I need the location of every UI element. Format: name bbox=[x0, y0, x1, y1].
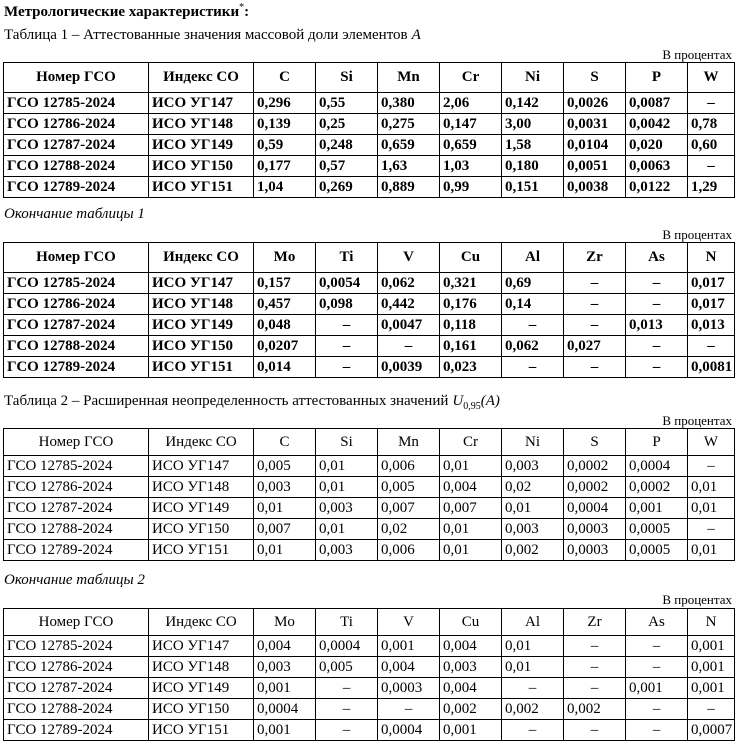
value-cell: – bbox=[316, 336, 378, 357]
value-cell: 0,60 bbox=[688, 135, 735, 156]
value-cell: – bbox=[626, 294, 688, 315]
so-index-cell: ИСО УГ148 bbox=[149, 114, 254, 135]
value-cell: 0,002 bbox=[502, 540, 564, 561]
value-cell: 0,0026 bbox=[564, 93, 626, 114]
column-header: Номер ГСО bbox=[4, 63, 149, 93]
gso-number-cell: ГСО 12788-2024 bbox=[4, 519, 149, 540]
value-cell: 0,0081 bbox=[688, 357, 735, 378]
gso-number-cell: ГСО 12787-2024 bbox=[4, 135, 149, 156]
value-cell: 0,180 bbox=[502, 156, 564, 177]
so-index-cell: ИСО УГ149 bbox=[149, 315, 254, 336]
heading-text: Метрологические характеристики bbox=[4, 4, 240, 20]
value-cell: 0,007 bbox=[254, 519, 316, 540]
value-cell: 0,177 bbox=[254, 156, 316, 177]
footnote-mark: * bbox=[239, 2, 245, 13]
so-index-cell: ИСО УГ151 bbox=[149, 357, 254, 378]
table-row bbox=[4, 519, 735, 540]
value-cell: 0,269 bbox=[316, 177, 378, 198]
table2-unit: В процентах bbox=[662, 413, 732, 428]
column-header: Cr bbox=[440, 63, 502, 93]
value-cell: – bbox=[502, 315, 564, 336]
column-header: C bbox=[254, 63, 316, 93]
value-cell: – bbox=[564, 720, 626, 741]
table2-caption bbox=[4, 393, 500, 412]
column-header: Номер ГСО bbox=[4, 429, 149, 456]
table1-symbol: A bbox=[411, 27, 421, 43]
value-cell: 0,0038 bbox=[564, 177, 626, 198]
value-cell: – bbox=[316, 357, 378, 378]
table-header-row bbox=[4, 609, 735, 636]
column-header: V bbox=[378, 609, 440, 636]
value-cell: 0,001 bbox=[440, 720, 502, 741]
gso-number-cell: ГСО 12785-2024 bbox=[4, 93, 149, 114]
value-cell: 0,0122 bbox=[626, 177, 688, 198]
value-cell: 0,275 bbox=[378, 114, 440, 135]
value-cell: – bbox=[688, 519, 735, 540]
value-cell: 0,0002 bbox=[564, 477, 626, 498]
column-header: V bbox=[378, 243, 440, 273]
column-header: Cr bbox=[440, 429, 502, 456]
heading-colon: : bbox=[244, 4, 250, 20]
value-cell: – bbox=[688, 456, 735, 477]
value-cell: 0,013 bbox=[626, 315, 688, 336]
column-header: W bbox=[688, 429, 735, 456]
value-cell: 0,0003 bbox=[378, 678, 440, 699]
value-cell: 0,003 bbox=[254, 657, 316, 678]
value-cell: – bbox=[626, 699, 688, 720]
table-row bbox=[4, 540, 735, 561]
gso-number-cell: ГСО 12789-2024 bbox=[4, 357, 149, 378]
value-cell: 0,0054 bbox=[316, 273, 378, 294]
value-cell: – bbox=[564, 273, 626, 294]
gso-number-cell: ГСО 12789-2024 bbox=[4, 720, 149, 741]
so-index-cell: ИСО УГ151 bbox=[149, 177, 254, 198]
table2-symbol-letter: U bbox=[452, 393, 464, 409]
column-header: Si bbox=[316, 429, 378, 456]
gso-number-cell: ГСО 12786-2024 bbox=[4, 477, 149, 498]
table-row bbox=[4, 636, 735, 657]
gso-number-cell: ГСО 12786-2024 bbox=[4, 294, 149, 315]
value-cell: 3,00 bbox=[502, 114, 564, 135]
value-cell: – bbox=[564, 357, 626, 378]
value-cell: 0,017 bbox=[688, 294, 735, 315]
table-header-row bbox=[4, 63, 735, 93]
value-cell: – bbox=[626, 336, 688, 357]
value-cell: 2,06 bbox=[440, 93, 502, 114]
value-cell: 0,0207 bbox=[254, 336, 316, 357]
value-cell: 0,55 bbox=[316, 93, 378, 114]
value-cell: 0,001 bbox=[254, 720, 316, 741]
so-index-cell: ИСО УГ150 bbox=[149, 336, 254, 357]
value-cell: 0,014 bbox=[254, 357, 316, 378]
table-row bbox=[4, 657, 735, 678]
column-header: Zr bbox=[564, 243, 626, 273]
value-cell: 0,002 bbox=[564, 699, 626, 720]
gso-number-cell: ГСО 12787-2024 bbox=[4, 315, 149, 336]
value-cell: 0,01 bbox=[502, 498, 564, 519]
table-row bbox=[4, 315, 735, 336]
value-cell: 0,01 bbox=[688, 477, 735, 498]
gso-number-cell: ГСО 12785-2024 bbox=[4, 636, 149, 657]
column-header: P bbox=[626, 429, 688, 456]
value-cell: – bbox=[378, 336, 440, 357]
value-cell: 0,005 bbox=[378, 477, 440, 498]
table2-symbol bbox=[452, 393, 500, 412]
table-row bbox=[4, 357, 735, 378]
value-cell: 0,176 bbox=[440, 294, 502, 315]
value-cell: 0,01 bbox=[254, 540, 316, 561]
table-row bbox=[4, 156, 735, 177]
column-header: Индекс СО bbox=[149, 243, 254, 273]
value-cell: 0,003 bbox=[502, 519, 564, 540]
value-cell: 0,248 bbox=[316, 135, 378, 156]
value-cell: 0,027 bbox=[564, 336, 626, 357]
value-cell: – bbox=[626, 636, 688, 657]
table-header-row bbox=[4, 429, 735, 456]
value-cell: 0,0004 bbox=[378, 720, 440, 741]
value-cell: 0,005 bbox=[254, 456, 316, 477]
table-row bbox=[4, 699, 735, 720]
table2b bbox=[3, 608, 735, 741]
gso-number-cell: ГСО 12786-2024 bbox=[4, 114, 149, 135]
value-cell: 0,003 bbox=[254, 477, 316, 498]
column-header: Ti bbox=[316, 609, 378, 636]
table2 bbox=[3, 428, 735, 561]
table1b-unit: В процентах bbox=[662, 227, 732, 242]
value-cell: 0,004 bbox=[440, 678, 502, 699]
column-header: Cu bbox=[440, 609, 502, 636]
value-cell: 0,0005 bbox=[626, 519, 688, 540]
value-cell: 0,001 bbox=[688, 678, 735, 699]
table-row bbox=[4, 273, 735, 294]
so-index-cell: ИСО УГ148 bbox=[149, 477, 254, 498]
gso-number-cell: ГСО 12788-2024 bbox=[4, 156, 149, 177]
value-cell: – bbox=[564, 315, 626, 336]
value-cell: 0,01 bbox=[316, 456, 378, 477]
value-cell: 0,002 bbox=[440, 699, 502, 720]
value-cell: 0,004 bbox=[440, 636, 502, 657]
value-cell: – bbox=[688, 93, 735, 114]
value-cell: 0,01 bbox=[440, 540, 502, 561]
column-header: Ti bbox=[316, 243, 378, 273]
value-cell: 0,57 bbox=[316, 156, 378, 177]
value-cell: 0,001 bbox=[254, 678, 316, 699]
value-cell: 0,01 bbox=[316, 519, 378, 540]
so-index-cell: ИСО УГ147 bbox=[149, 456, 254, 477]
gso-number-cell: ГСО 12788-2024 bbox=[4, 699, 149, 720]
value-cell: 0,0047 bbox=[378, 315, 440, 336]
value-cell: 0,157 bbox=[254, 273, 316, 294]
column-header: Индекс СО bbox=[149, 609, 254, 636]
value-cell: – bbox=[564, 678, 626, 699]
value-cell: 0,023 bbox=[440, 357, 502, 378]
so-index-cell: ИСО УГ151 bbox=[149, 540, 254, 561]
value-cell: 0,0002 bbox=[626, 477, 688, 498]
so-index-cell: ИСО УГ148 bbox=[149, 657, 254, 678]
so-index-cell: ИСО УГ149 bbox=[149, 678, 254, 699]
value-cell: 0,01 bbox=[316, 477, 378, 498]
value-cell: 1,63 bbox=[378, 156, 440, 177]
value-cell: 0,007 bbox=[378, 498, 440, 519]
so-index-cell: ИСО УГ147 bbox=[149, 93, 254, 114]
value-cell: 0,001 bbox=[626, 678, 688, 699]
value-cell: – bbox=[564, 657, 626, 678]
value-cell: 0,118 bbox=[440, 315, 502, 336]
value-cell: – bbox=[316, 315, 378, 336]
value-cell: 0,01 bbox=[688, 540, 735, 561]
so-index-cell: ИСО УГ150 bbox=[149, 699, 254, 720]
value-cell: 0,0004 bbox=[564, 498, 626, 519]
column-header: Zr bbox=[564, 609, 626, 636]
column-header: Номер ГСО bbox=[4, 609, 149, 636]
value-cell: 0,139 bbox=[254, 114, 316, 135]
table-row bbox=[4, 678, 735, 699]
value-cell: 0,02 bbox=[502, 477, 564, 498]
value-cell: 1,04 bbox=[254, 177, 316, 198]
value-cell: 0,001 bbox=[688, 636, 735, 657]
value-cell: 0,020 bbox=[626, 135, 688, 156]
table-row bbox=[4, 93, 735, 114]
value-cell: – bbox=[626, 657, 688, 678]
value-cell: – bbox=[626, 357, 688, 378]
value-cell: – bbox=[316, 699, 378, 720]
value-cell: 0,0003 bbox=[564, 540, 626, 561]
value-cell: 0,0005 bbox=[626, 540, 688, 561]
column-header: Mo bbox=[254, 609, 316, 636]
value-cell: 0,0007 bbox=[688, 720, 735, 741]
value-cell: 0,01 bbox=[254, 498, 316, 519]
value-cell: 0,01 bbox=[440, 456, 502, 477]
value-cell: 1,58 bbox=[502, 135, 564, 156]
value-cell: 0,0002 bbox=[564, 456, 626, 477]
value-cell: 0,0042 bbox=[626, 114, 688, 135]
column-header: Si bbox=[316, 63, 378, 93]
table-row bbox=[4, 294, 735, 315]
table-row bbox=[4, 498, 735, 519]
value-cell: 0,001 bbox=[688, 657, 735, 678]
gso-number-cell: ГСО 12785-2024 bbox=[4, 456, 149, 477]
value-cell: 0,062 bbox=[502, 336, 564, 357]
value-cell: 0,659 bbox=[440, 135, 502, 156]
column-header: Mn bbox=[378, 429, 440, 456]
column-header: N bbox=[688, 243, 735, 273]
table1-caption-text: Таблица 1 – Аттестованные значения массовой доли элементов bbox=[4, 27, 408, 43]
table-row bbox=[4, 336, 735, 357]
value-cell: 0,0031 bbox=[564, 114, 626, 135]
table-row bbox=[4, 177, 735, 198]
gso-number-cell: ГСО 12787-2024 bbox=[4, 678, 149, 699]
column-header: Mo bbox=[254, 243, 316, 273]
value-cell: 0,005 bbox=[316, 657, 378, 678]
value-cell: – bbox=[688, 699, 735, 720]
table-row bbox=[4, 135, 735, 156]
value-cell: 0,25 bbox=[316, 114, 378, 135]
value-cell: 0,02 bbox=[378, 519, 440, 540]
value-cell: 0,0063 bbox=[626, 156, 688, 177]
value-cell: 0,14 bbox=[502, 294, 564, 315]
value-cell: 1,29 bbox=[688, 177, 735, 198]
so-index-cell: ИСО УГ149 bbox=[149, 135, 254, 156]
table2b-unit: В процентах bbox=[662, 592, 732, 607]
value-cell: – bbox=[502, 357, 564, 378]
table1-unit: В процентах bbox=[662, 47, 732, 62]
column-header: W bbox=[688, 63, 735, 93]
value-cell: 0,151 bbox=[502, 177, 564, 198]
column-header: Al bbox=[502, 609, 564, 636]
value-cell: 0,006 bbox=[378, 540, 440, 561]
table-row bbox=[4, 720, 735, 741]
table1-caption bbox=[4, 27, 421, 44]
so-index-cell: ИСО УГ150 bbox=[149, 156, 254, 177]
value-cell: 0,380 bbox=[378, 93, 440, 114]
value-cell: 0,442 bbox=[378, 294, 440, 315]
value-cell: 0,01 bbox=[440, 519, 502, 540]
so-index-cell: ИСО УГ147 bbox=[149, 636, 254, 657]
value-cell: 0,0004 bbox=[626, 456, 688, 477]
value-cell: 0,006 bbox=[378, 456, 440, 477]
value-cell: – bbox=[564, 294, 626, 315]
table-row bbox=[4, 114, 735, 135]
column-header: Ni bbox=[502, 429, 564, 456]
column-header: Cu bbox=[440, 243, 502, 273]
table2b-caption: Окончание таблицы 2 bbox=[4, 572, 145, 588]
gso-number-cell: ГСО 12789-2024 bbox=[4, 177, 149, 198]
value-cell: 0,0039 bbox=[378, 357, 440, 378]
gso-number-cell: ГСО 12788-2024 bbox=[4, 336, 149, 357]
value-cell: – bbox=[316, 720, 378, 741]
gso-number-cell: ГСО 12785-2024 bbox=[4, 273, 149, 294]
column-header: Номер ГСО bbox=[4, 243, 149, 273]
table-header-row bbox=[4, 243, 735, 273]
value-cell: 0,007 bbox=[440, 498, 502, 519]
table2-symbol-arg: (A) bbox=[480, 393, 500, 409]
value-cell: 0,002 bbox=[502, 699, 564, 720]
value-cell: – bbox=[688, 156, 735, 177]
table1b-caption: Окончание таблицы 1 bbox=[4, 206, 145, 222]
value-cell: 0,003 bbox=[316, 540, 378, 561]
value-cell: 0,161 bbox=[440, 336, 502, 357]
value-cell: 0,098 bbox=[316, 294, 378, 315]
value-cell: 0,01 bbox=[502, 657, 564, 678]
column-header: Mn bbox=[378, 63, 440, 93]
value-cell: 0,003 bbox=[440, 657, 502, 678]
gso-number-cell: ГСО 12789-2024 bbox=[4, 540, 149, 561]
value-cell: 0,69 bbox=[502, 273, 564, 294]
value-cell: – bbox=[626, 273, 688, 294]
value-cell: 0,659 bbox=[378, 135, 440, 156]
value-cell: 0,0087 bbox=[626, 93, 688, 114]
value-cell: 0,01 bbox=[688, 498, 735, 519]
value-cell: 0,321 bbox=[440, 273, 502, 294]
value-cell: 0,0104 bbox=[564, 135, 626, 156]
value-cell: 0,01 bbox=[502, 636, 564, 657]
column-header: P bbox=[626, 63, 688, 93]
column-header: Ni bbox=[502, 63, 564, 93]
column-header: N bbox=[688, 609, 735, 636]
value-cell: – bbox=[564, 636, 626, 657]
value-cell: 0,003 bbox=[316, 498, 378, 519]
value-cell: – bbox=[502, 720, 564, 741]
gso-number-cell: ГСО 12786-2024 bbox=[4, 657, 149, 678]
value-cell: 0,003 bbox=[502, 456, 564, 477]
column-header: As bbox=[626, 243, 688, 273]
value-cell: 0,001 bbox=[378, 636, 440, 657]
value-cell: 0,048 bbox=[254, 315, 316, 336]
table2-symbol-sub: 0,95 bbox=[463, 401, 481, 412]
so-index-cell: ИСО УГ150 bbox=[149, 519, 254, 540]
column-header: Al bbox=[502, 243, 564, 273]
table-row bbox=[4, 477, 735, 498]
value-cell: – bbox=[502, 678, 564, 699]
value-cell: 0,78 bbox=[688, 114, 735, 135]
value-cell: 0,147 bbox=[440, 114, 502, 135]
gso-number-cell: ГСО 12787-2024 bbox=[4, 498, 149, 519]
value-cell: 0,142 bbox=[502, 93, 564, 114]
table-row bbox=[4, 456, 735, 477]
value-cell: 0,889 bbox=[378, 177, 440, 198]
value-cell: 0,004 bbox=[378, 657, 440, 678]
table1 bbox=[3, 62, 735, 198]
table2-caption-text: Таблица 2 – Расширенная неопределенность аттестованных значений bbox=[4, 393, 449, 409]
value-cell: 1,03 bbox=[440, 156, 502, 177]
value-cell: 0,0003 bbox=[564, 519, 626, 540]
so-index-cell: ИСО УГ148 bbox=[149, 294, 254, 315]
table1b bbox=[3, 242, 735, 378]
value-cell: 0,017 bbox=[688, 273, 735, 294]
value-cell: 0,296 bbox=[254, 93, 316, 114]
so-index-cell: ИСО УГ147 bbox=[149, 273, 254, 294]
value-cell: – bbox=[378, 699, 440, 720]
value-cell: 0,457 bbox=[254, 294, 316, 315]
value-cell: 0,59 bbox=[254, 135, 316, 156]
so-index-cell: ИСО УГ151 bbox=[149, 720, 254, 741]
value-cell: 0,99 bbox=[440, 177, 502, 198]
value-cell: – bbox=[626, 720, 688, 741]
value-cell: 0,004 bbox=[254, 636, 316, 657]
column-header: C bbox=[254, 429, 316, 456]
value-cell: 0,001 bbox=[626, 498, 688, 519]
value-cell: – bbox=[688, 336, 735, 357]
value-cell: 0,0004 bbox=[316, 636, 378, 657]
column-header: S bbox=[564, 63, 626, 93]
value-cell: 0,004 bbox=[440, 477, 502, 498]
section-heading bbox=[4, 2, 249, 21]
value-cell: 0,0051 bbox=[564, 156, 626, 177]
so-index-cell: ИСО УГ149 bbox=[149, 498, 254, 519]
value-cell: – bbox=[316, 678, 378, 699]
column-header: S bbox=[564, 429, 626, 456]
column-header: As bbox=[626, 609, 688, 636]
column-header: Индекс СО bbox=[149, 63, 254, 93]
column-header: Индекс СО bbox=[149, 429, 254, 456]
value-cell: 0,0004 bbox=[254, 699, 316, 720]
value-cell: 0,062 bbox=[378, 273, 440, 294]
value-cell: 0,013 bbox=[688, 315, 735, 336]
